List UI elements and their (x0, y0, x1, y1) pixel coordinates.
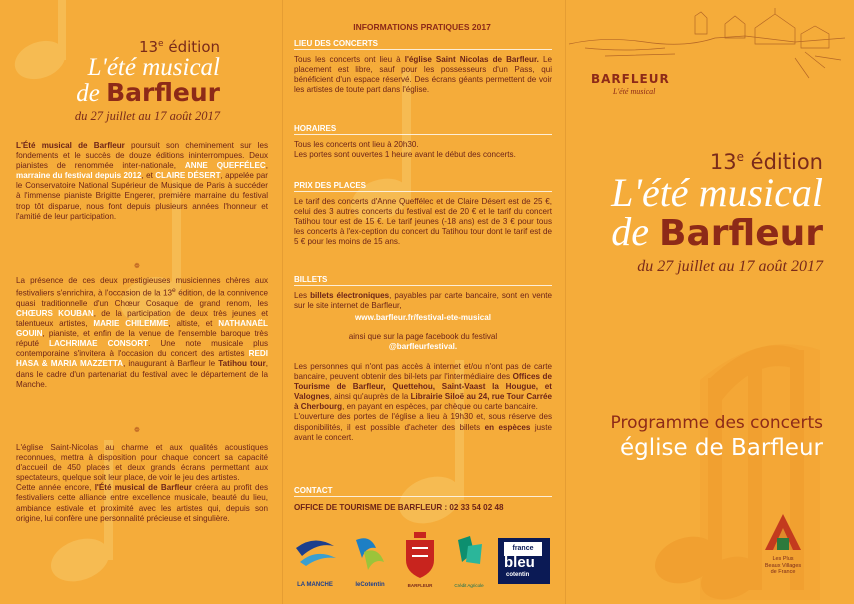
horaires-heading: HORAIRES (294, 124, 552, 135)
facebook-line: ainsi que sur la page facebook du festival (348, 332, 498, 341)
main-title-block (569, 150, 823, 276)
le-cotentin-icon (346, 532, 394, 576)
left-panel (0, 0, 282, 604)
main-title-line1: L'été musical (611, 170, 823, 215)
horaires-text: Tous les concerts ont lieu à 20h30. Les portes sont ouvertes 1 heure avant le début des concerts. (294, 140, 516, 160)
la-manche-icon (288, 532, 342, 576)
plus-beaux-villages-logo: Les Plus Beaux Villages de France (755, 510, 811, 580)
credit-agricole-logo: Crédit Agricole (444, 532, 494, 588)
lieu-text: Tous les concerts ont lieu à l'église Saint Nicolas de Barfleur. Le placement est libre, sauf pour les possesseurs d'un Pass, qui bénéficient d'un espace réservé. Des écrans géants permettent de voir les artistes de toute part dans l'église. (294, 55, 552, 95)
barfleur-logo-name: BARFLEUR (591, 72, 670, 86)
festival-name-line1: L'été musical (87, 54, 220, 81)
lieu-heading: LIEU DES CONCERTS (294, 39, 552, 50)
barfleur-crest-logo: BARFLEUR (398, 532, 442, 588)
intro-paragraph: L'Été musical de Barfleur poursuit son cheminement sur les fondements et le succès de douze éditions ininterrompues. Deux pianistes de renommée inter-nationale, ANNE QUEFFÉLEC, marraine du festival depuis 2012, et CLAIRE DÉSERT, appelée par le Conservatoire National Supérieur de Musique de Paris à succéder à l'immense pianiste Brigitte Engerer, première marraine du festival trop tôt disparue, nous font depuis plusieurs années l'honneur et l'amitié de leur participation. (16, 141, 268, 221)
artists-paragraph: La présence de ces deux prestigieuses musiciennes chères aux festivaliers s'enrichira, à l'occasion de la 13e édition, de la connivence quasi traditionnelle d'un Chœur Cosaque de grand renom, les CHŒURS KOUBAN, de la participation de deux très jeunes et talentueux artistes, MARIE CHILEMME, altiste, et NATHANAËL GOUIN, pianiste, et enfin de la venue de l'ensemble baroque très réputé LACHRIMAE CONSORT. Une note musicale plus contemporaine s'invitera à l'occasion du concert des artistes REDI HASA & MARIA MAZZETTA, inaugurant à Barfleur le Tatihou tour, dans le cadre d'un partenariat du festival avec le département de la Manche. (16, 276, 268, 389)
main-dates: du 27 juillet au 17 août 2017 (637, 258, 823, 275)
barfleur-village-drawing (565, 8, 854, 100)
barfleur-logo-sub: L'été musical (613, 87, 656, 96)
programme-block (569, 412, 823, 462)
barfleur-crest-icon (398, 532, 442, 580)
edition-label: 13e édition (138, 38, 220, 56)
small-title-block (40, 38, 220, 124)
billets-offices-text: Les personnes qui n'ont pas accès à internet et/ou n'ont pas de carte bancaire, peuvent obtenir des bil-lets par l'intermédiaire des Offices de Tourisme de Barfleur, Quettehou, Saint-Vaast la Hougue, et Valognes, ainsi qu'auprès de la Librairie Siloë au 24, rue Tour Carrée à Cherbourg, en payant en espèces, par chèque ou carte bancaire. L'ouverture des portes de l'église a lieu à 19h30 et, sous réserve des disponibilités, il est possible d'acheter des billets en espèces juste avant le concert. (294, 362, 552, 442)
france-bleu-logo: france bleu cotentin (498, 538, 550, 584)
edition-label-large: 13e édition (709, 150, 823, 174)
festival-dates: du 27 juillet au 17 août 2017 (74, 109, 220, 123)
programme-line1: Programme des concerts (610, 413, 823, 433)
billets-text: Les billets électroniques, payables par carte bancaire, sont en vente sur le site internet de Barfleur, (294, 291, 552, 311)
facebook-link[interactable]: @barfleurfestival. (388, 342, 458, 351)
separator-ornament: ❁ (134, 263, 140, 270)
partner-logos (288, 532, 558, 588)
billets-heading: BILLETS (294, 275, 552, 286)
contact-text: OFFICE DE TOURISME DE BARFLEUR : 02 33 54 02 48 (294, 503, 504, 512)
festival-name-line2: de Barfleur (76, 78, 220, 107)
contact-heading: CONTACT (294, 486, 552, 497)
right-panel (565, 0, 854, 604)
prix-heading: PRIX DES PLACES (294, 181, 552, 192)
church-paragraph: L'église Saint-Nicolas au charme et aux qualités acoustiques reconnues, mettra à disposition pour chaque concert sa capacité d'accueil de 450 places et deux grands écrans permettant aux spectateurs, quelque soit leur place, de voir le jeu des artistes. Cette année encore, l'Été musical de Barfleur créera au profit des festivaliers cette alliance entre excellence musicale, beauté du lieu, ambiance estivale et proximité avec les artistes qui, depuis son origine, lui confère une personnalité précieuse et singulière. (16, 443, 268, 523)
programme-line2: église de Barfleur (619, 435, 823, 461)
separator-ornament: ❁ (134, 427, 140, 434)
credit-agricole-icon (444, 532, 494, 572)
middle-panel (282, 0, 565, 604)
le-cotentin-logo: leCotentin (346, 532, 394, 588)
festival-website-link[interactable]: www.barfleur.fr/festival-ete-musical (355, 313, 491, 322)
main-title-line2: de Barfleur (611, 209, 823, 254)
plus-beaux-villages-icon (755, 510, 811, 556)
info-title: INFORMATIONS PRATIQUES 2017 (353, 22, 491, 32)
prix-text: Le tarif des concerts d'Anne Queffélec et de Claire Désert est de 25 €, celui des 3 autres concerts du festival est de 20 € et le tarif du concert Tatihou tour est de 15 €. Le tarif jeunes (-18 ans) est de 3 € pour tous les concerts à l'ex-ception du concert du Tatihou tour dont le tarif est de 5 € pour les moins de 15 ans. (294, 197, 552, 247)
la-manche-logo: LA MANCHE (288, 532, 342, 588)
